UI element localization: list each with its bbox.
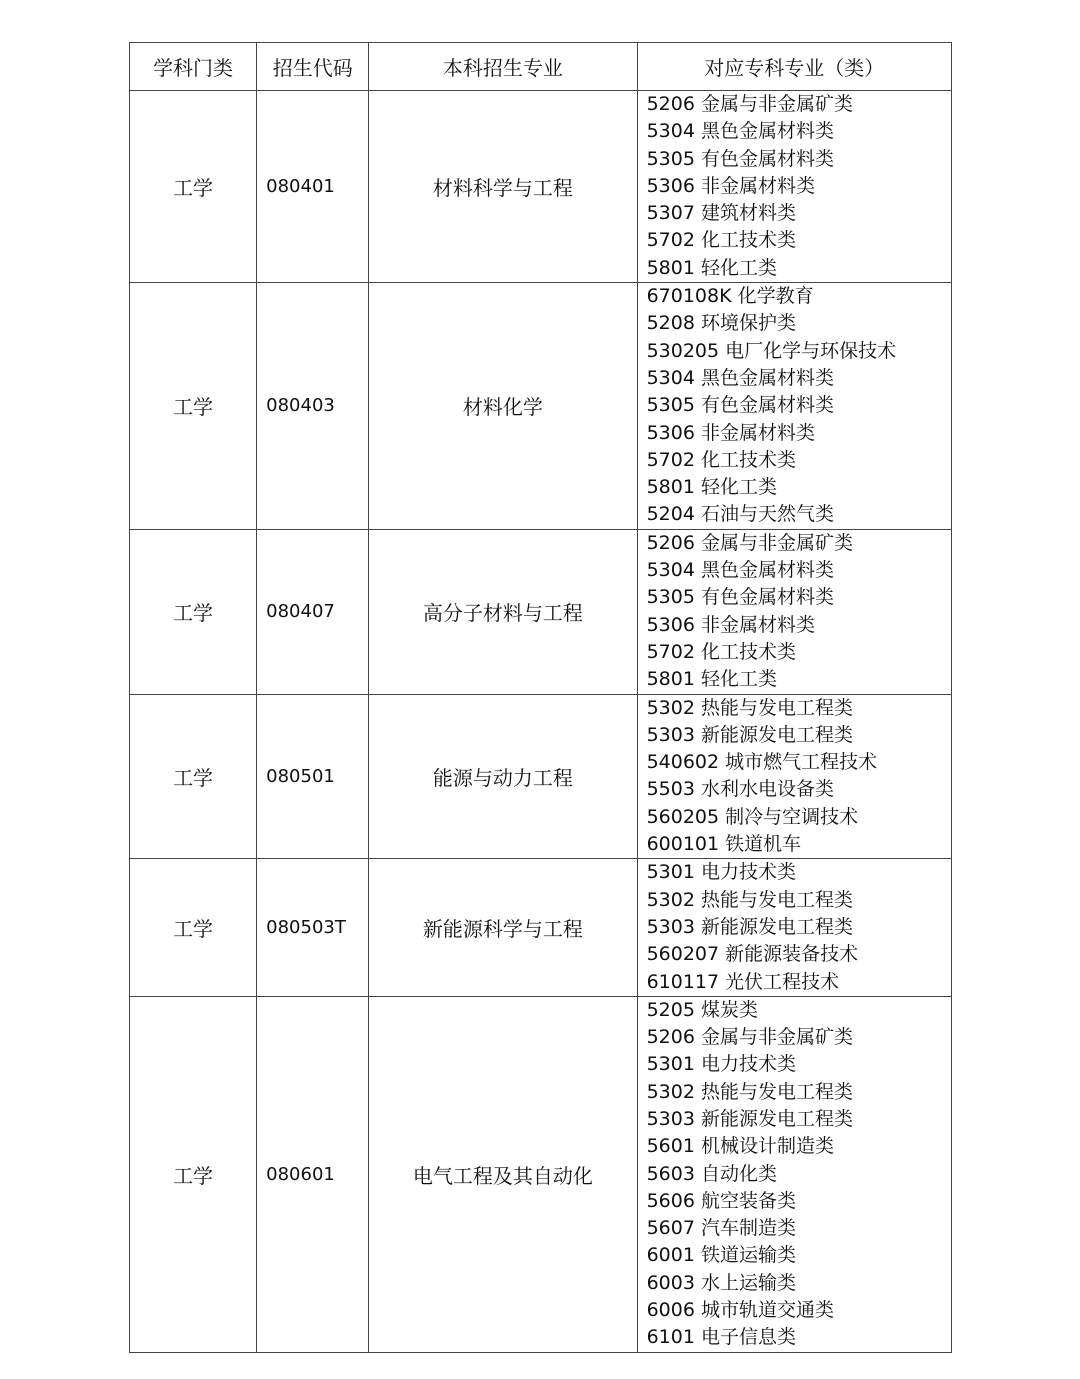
table-row	[130, 859, 952, 996]
related-major-item: 670108K 化学教育	[646, 285, 814, 308]
related-major-item: 5305 有色金属材料类	[646, 394, 834, 417]
related-major-item: 5306 非金属材料类	[646, 174, 815, 197]
related-major-item: 5303 新能源发电工程类	[646, 723, 853, 746]
related-majors-cell	[637, 859, 951, 996]
category-cell: 工学	[130, 859, 257, 996]
code-cell: 080403	[257, 283, 369, 530]
code-cell: 080407	[257, 529, 369, 694]
related-major-item: 5301 电力技术类	[646, 1053, 796, 1076]
related-major-item: 5603 自动化类	[646, 1162, 777, 1185]
table-row	[130, 996, 952, 1352]
related-majors-cell	[637, 283, 951, 530]
related-major-item: 5606 航空装备类	[646, 1189, 796, 1212]
header-related-majors: 对应专科专业（类）	[637, 43, 951, 91]
related-major-item: 5801 轻化工类	[646, 476, 777, 499]
related-major-item: 560207 新能源装备技术	[646, 943, 859, 966]
related-major-item: 5301 电力技术类	[646, 861, 796, 884]
related-majors-cell	[637, 996, 951, 1352]
code-cell: 080503T	[257, 859, 369, 996]
related-major-item: 5206 金属与非金属矿类	[646, 93, 853, 115]
related-major-item: 6003 水上运输类	[646, 1271, 796, 1294]
related-major-item: 5208 环境保护类	[646, 312, 796, 335]
related-major-item: 5801 轻化工类	[646, 256, 777, 279]
related-major-item: 600101 铁道机车	[646, 833, 802, 856]
related-major-item: 6001 铁道运输类	[646, 1244, 796, 1267]
major-cell: 新能源科学与工程	[369, 859, 637, 996]
related-major-item: 5304 黑色金属材料类	[646, 559, 834, 582]
major-cell: 能源与动力工程	[369, 694, 637, 859]
related-major-item: 5302 热能与发电工程类	[646, 888, 853, 911]
table-row	[130, 91, 952, 283]
related-major-item: 5801 轻化工类	[646, 668, 777, 691]
related-major-item: 5503 水利水电设备类	[646, 778, 834, 801]
table-row	[130, 694, 952, 859]
category-cell: 工学	[130, 283, 257, 530]
category-cell: 工学	[130, 996, 257, 1352]
related-major-item: 5303 新能源发电工程类	[646, 915, 853, 938]
related-major-item: 5702 化工技术类	[646, 229, 796, 252]
header-category: 学科门类	[130, 43, 257, 91]
table-row	[130, 529, 952, 694]
header-code: 招生代码	[257, 43, 369, 91]
related-major-item: 610117 光伏工程技术	[646, 970, 840, 993]
major-cell: 材料科学与工程	[369, 91, 637, 283]
table-header-row	[130, 43, 952, 91]
related-major-item: 5607 汽车制造类	[646, 1217, 796, 1240]
related-majors-cell	[637, 91, 951, 283]
major-cell: 材料化学	[369, 283, 637, 530]
related-major-item: 560205 制冷与空调技术	[646, 805, 859, 828]
related-major-item: 5304 黑色金属材料类	[646, 120, 834, 143]
code-cell: 080501	[257, 694, 369, 859]
header-major: 本科招生专业	[369, 43, 637, 91]
major-cell: 高分子材料与工程	[369, 529, 637, 694]
related-major-item: 5702 化工技术类	[646, 640, 796, 663]
related-major-item: 5601 机械设计制造类	[646, 1135, 834, 1158]
code-cell: 080601	[257, 996, 369, 1352]
related-major-item: 5307 建筑材料类	[646, 202, 796, 225]
related-major-item: 5702 化工技术类	[646, 448, 796, 471]
related-majors-cell	[637, 694, 951, 859]
related-major-item: 5206 金属与非金属矿类	[646, 531, 853, 554]
related-major-item: 5306 非金属材料类	[646, 613, 815, 636]
related-major-item: 540602 城市燃气工程技术	[646, 751, 878, 774]
related-majors-cell	[637, 529, 951, 694]
category-cell: 工学	[130, 91, 257, 283]
related-major-item: 6101 电子信息类	[646, 1326, 796, 1349]
related-major-item: 5204 石油与天然气类	[646, 503, 834, 526]
related-major-item: 5302 热能与发电工程类	[646, 1080, 853, 1103]
table-row	[130, 283, 952, 530]
category-cell: 工学	[130, 529, 257, 694]
major-cell: 电气工程及其自动化	[369, 996, 637, 1352]
related-major-item: 5206 金属与非金属矿类	[646, 1026, 853, 1049]
related-major-item: 5306 非金属材料类	[646, 421, 815, 444]
related-major-item: 5205 煤炭类	[646, 998, 758, 1021]
major-correspondence-table	[129, 42, 952, 1353]
related-major-item: 5305 有色金属材料类	[646, 586, 834, 609]
related-major-item: 6006 城市轨道交通类	[646, 1299, 834, 1322]
related-major-item: 5302 热能与发电工程类	[646, 696, 853, 719]
related-major-item: 5304 黑色金属材料类	[646, 366, 834, 389]
table-body	[130, 91, 952, 1353]
related-major-item: 5305 有色金属材料类	[646, 147, 834, 170]
related-major-item: 530205 电厂化学与环保技术	[646, 339, 897, 362]
category-cell: 工学	[130, 694, 257, 859]
code-cell: 080401	[257, 91, 369, 283]
related-major-item: 5303 新能源发电工程类	[646, 1107, 853, 1130]
